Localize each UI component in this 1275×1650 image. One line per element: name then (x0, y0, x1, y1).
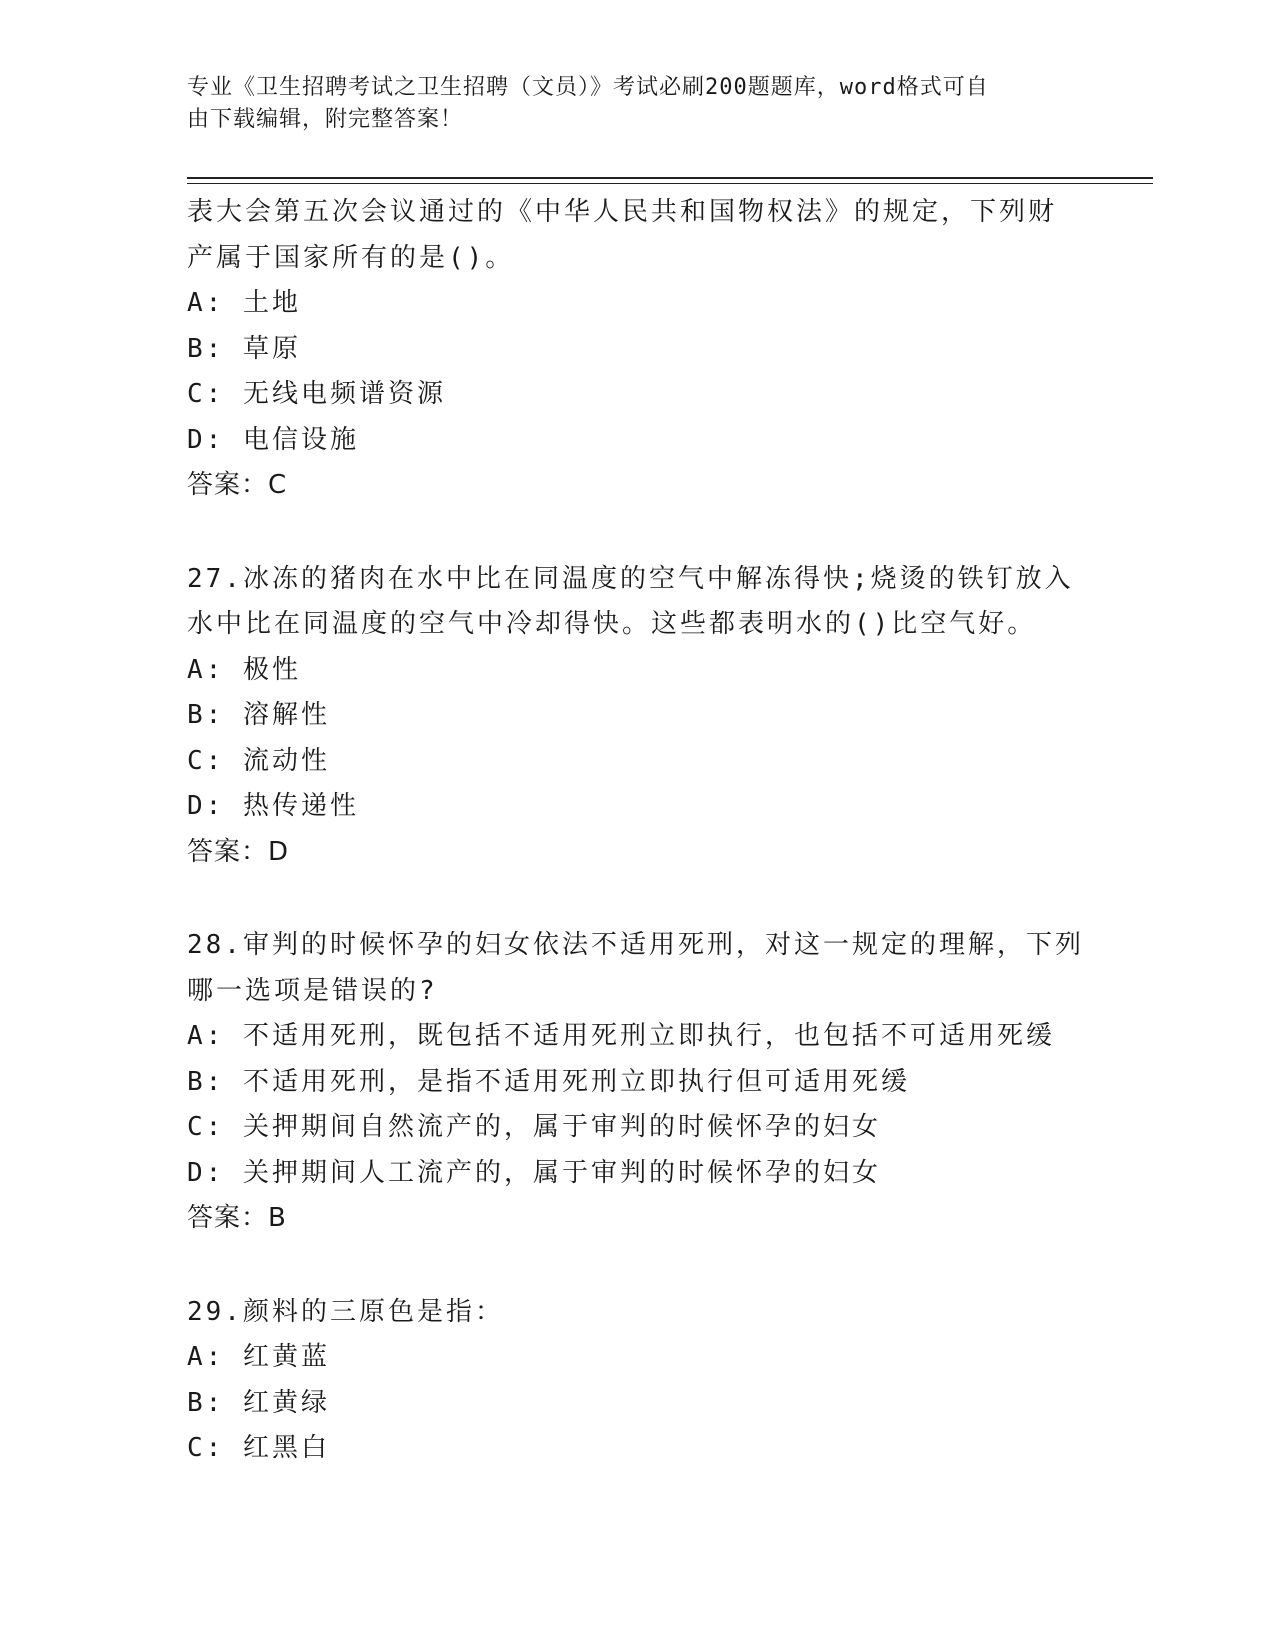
option-b: B: 草原 (187, 333, 301, 364)
question-list (187, 190, 1087, 1472)
option-c: C: 红黑白 (187, 1433, 330, 1463)
option-a: A: 红黄蓝 (187, 1342, 330, 1372)
option-a: A: 土地 (187, 288, 301, 318)
question-29 (187, 1290, 1087, 1472)
option-b: B: 不适用死刑，是指不适用死刑立即执行但可适用死缓 (187, 1066, 910, 1097)
option-a: A: 不适用死刑，既包括不适用死刑立即执行，也包括不可适用死缓 (187, 1021, 1055, 1051)
header-rule-thick (187, 177, 1153, 179)
header-line-2: 由下载编辑，附完整答案！ (187, 107, 464, 132)
option-d: D: 关押期间人工流产的，属于审判的时候怀孕的妇女 (187, 1157, 881, 1188)
option-c: C: 关押期间自然流产的，属于审判的时候怀孕的妇女 (187, 1112, 881, 1142)
answer-label: 答案：C (187, 470, 288, 500)
option-b: B: 溶解性 (187, 700, 330, 730)
header-rule-thin (187, 183, 1153, 184)
option-b: B: 红黄绿 (187, 1387, 330, 1418)
answer-label: 答案：D (187, 836, 290, 867)
question-text-line: 29.颜料的三原色是指： (187, 1296, 504, 1327)
option-d: D: 热传递性 (187, 791, 359, 821)
question-text-line: 27.冰冻的猪肉在水中比在同温度的空气中解冻得快;烧烫的铁钉放入 (187, 563, 1074, 594)
header-line-1: 专业《卫生招聘考试之卫生招聘（文员）》考试必刷200题题库，word格式可自 (187, 75, 989, 100)
question-27 (187, 557, 1087, 876)
answer-label: 答案：B (187, 1203, 287, 1233)
question-text-line: 表大会第五次会议通过的《中华人民共和国物权法》的规定，下列财 (187, 197, 1058, 227)
option-c: C: 无线电频谱资源 (187, 379, 446, 409)
option-c: C: 流动性 (187, 745, 330, 776)
option-d: D: 电信设施 (187, 424, 359, 455)
question-28 (187, 923, 1087, 1242)
question-26 (187, 190, 1087, 509)
question-text-line: 28.审判的时候怀孕的妇女依法不适用死刑，对这一规定的理解，下列 (187, 930, 1084, 960)
question-text-line: 哪一选项是错误的? (187, 975, 438, 1006)
document-header (187, 72, 1067, 136)
question-text-line: 水中比在同温度的空气中冷却得快。这些都表明水的()比空气好。 (187, 609, 1037, 639)
question-text-line: 产属于国家所有的是()。 (187, 242, 515, 273)
option-a: A: 极性 (187, 654, 301, 685)
